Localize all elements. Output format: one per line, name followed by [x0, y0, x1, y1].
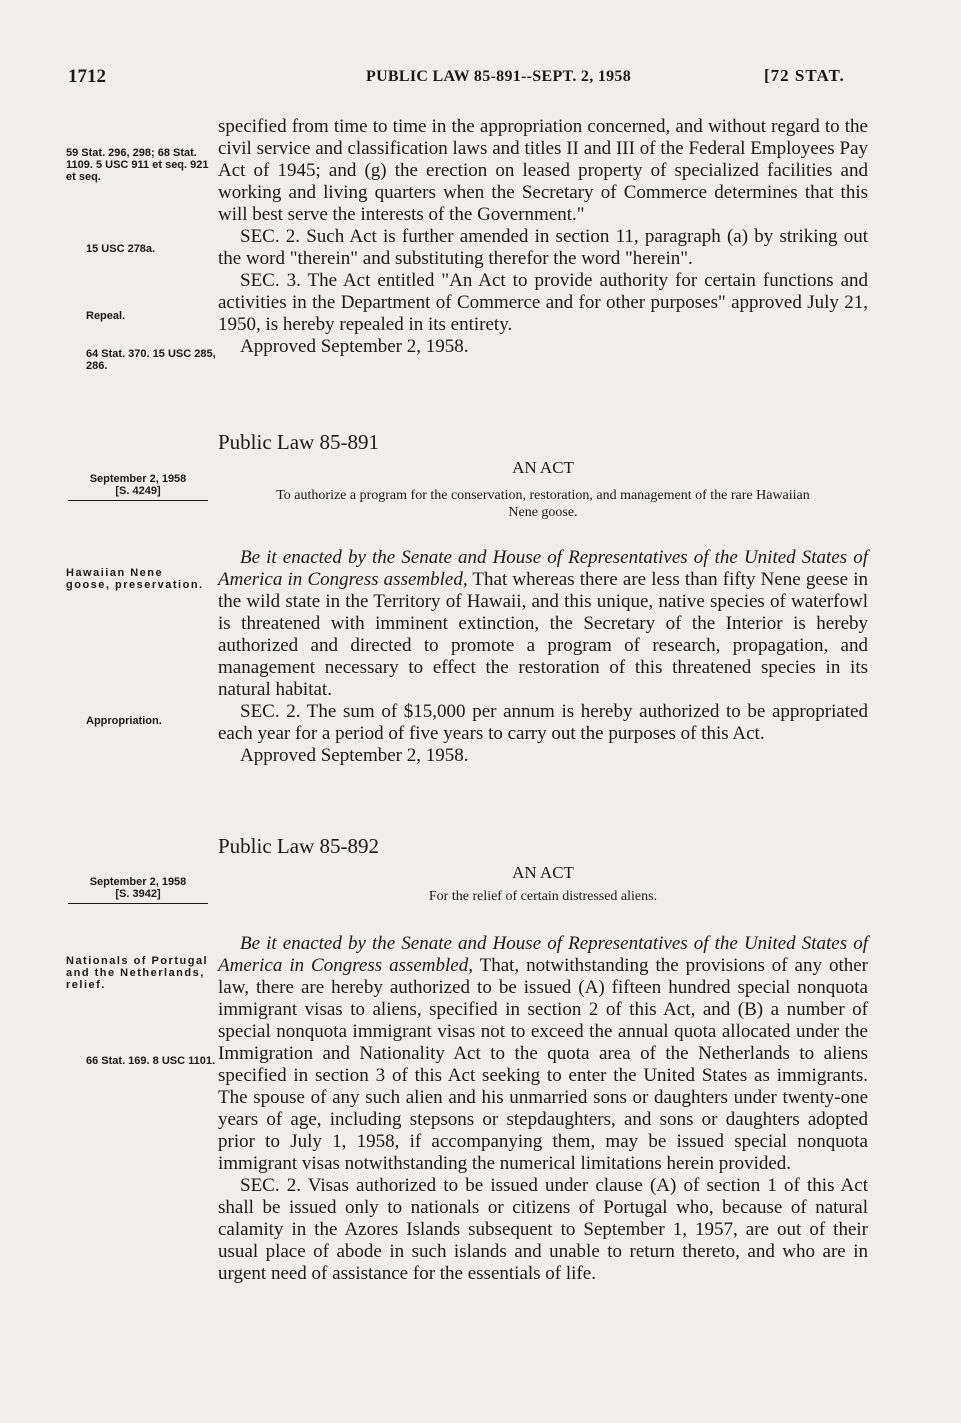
margin-citation-1: 59 Stat. 296, 298; 68 Stat. 1109. 5 USC 911 et seq. 921 et seq.: [66, 147, 209, 183]
margin-appropriation: Appropriation.: [86, 715, 162, 727]
law-891-section-1-text: That whereas there are less than fifty Nene geese in the wild state in the Territory of Hawaii, and this unique, native species of waterfowl is threatened with imminent extinction, the Secretary of the Interior is hereby authorized and directed to promote a program of research, propagation, and management necessary to effect the restoration of this threatened species in its natural habitat.: [218, 569, 868, 700]
law-891-body: [218, 547, 868, 767]
law-891-bill: [S. 4249]: [115, 485, 161, 497]
law-892-bill: [S. 3942]: [115, 888, 161, 900]
margin-hawaiian: Hawaiian Nene goose, preservation.: [66, 567, 204, 591]
law-891-date: September 2, 1958: [89, 473, 187, 485]
margin-repeal: Repeal.: [86, 310, 126, 322]
law-891-approved: Approved September 2, 1958.: [240, 745, 469, 766]
law-892-date: September 2, 1958: [89, 876, 187, 888]
margin-citation-3: 64 Stat. 370. 15 USC 285, 286.: [86, 348, 216, 372]
margin-citation-2: 15 USC 278a.: [86, 243, 156, 255]
law-891-section-1: [218, 547, 868, 701]
continued-section: [218, 116, 868, 358]
continued-approved: Approved September 2, 1958.: [240, 336, 469, 357]
running-title: PUBLIC LAW 85-891--SEPT. 2, 1958: [366, 68, 632, 85]
law-891-title: Public Law 85-891: [218, 430, 379, 454]
law-892-section-1: [218, 933, 868, 1175]
continued-sec-3: SEC. 3. The Act entitled "An Act to provide authority for certain functions and activities in the Department of Commerce and for other purposes" approved July 21, 1950, is hereby repealed in its entirety.: [218, 270, 868, 335]
law-892-date-box: [68, 876, 208, 904]
continued-sec-2: SEC. 2. Such Act is further amended in section 11, paragraph (a) by striking out the word "therein" and substituting therefor the word "herein".: [218, 226, 868, 269]
continued-paragraph: specified from time to time in the appropriation concerned, and without regard to the civil service and classification laws and titles II and III of the Federal Employees Pay Act of 1945; and (g) the erection on leased property of specialized facilities and working and living quarters when the Secretary of Commerce determines that this will best serve the interests of the Government.": [218, 116, 868, 225]
law-892-enacting-clause: Be it enacted by the Senate and House of Representatives of the United States of America in Congress assembled,: [218, 933, 868, 976]
law-892-body: [218, 933, 868, 1285]
law-891-section-2: SEC. 2. The sum of $15,000 per annum is hereby authorized to be appropriated each year for a period of five years to carry out the purposes of this Act.: [218, 701, 868, 744]
page-number: 1712: [68, 66, 106, 87]
margin-nationals: Nationals of Portugal and the Netherlands, relief.: [66, 955, 209, 991]
law-892-section-1-text: That, notwithstanding the provisions of any other law, there are hereby authorized to be issued (A) fifteen hundred special nonquota immigrant visas to aliens, specified in section 2 of this Act, and (B) a number of special nonquota immigrant visas not to exceed the annual quota allocated under the Immigration and Nationality Act to the quota area of the Netherlands to aliens specified in section 3 of this Act seeking to enter the United States as immigrants. The spouse of any such alien and his unmarried sons or daughters under twenty-one years of age, including stepsons or stepdaughters, and sons or daughters adopted prior to July 1, 1958, if accompanying them, may be issued special nonquota immigrant visas notwithstanding the numerical limitations herein provided.: [218, 955, 868, 1174]
law-892-section-2: SEC. 2. Visas authorized to be issued under clause (A) of section 1 of this Act shall be issued only to nationals or citizens of Portugal who, because of natural calamity in the Azores Islands subsequent to September 1, 1957, are out of their usual place of abode in such islands and unable to return thereto, and who are in urgent need of assistance for the essentials of life.: [218, 1175, 868, 1284]
law-892-title: Public Law 85-892: [218, 834, 379, 858]
law-891-enacting-clause: Be it enacted by the Senate and House of Representatives of the United States of America in Congress assembled,: [218, 547, 868, 590]
law-891-date-box: [68, 473, 208, 501]
law-892-purpose: For the relief of certain distressed aliens.: [428, 889, 658, 904]
margin-citation-4: 66 Stat. 169. 8 USC 1101.: [86, 1055, 216, 1067]
statute-volume: [72 STAT.: [764, 66, 845, 85]
law-892-an-act: AN ACT: [512, 863, 574, 882]
law-891-an-act: AN ACT: [512, 458, 574, 477]
law-891-purpose: To authorize a program for the conservation, restoration, and management of the rare Hawaiian Nene goose.: [276, 488, 810, 520]
